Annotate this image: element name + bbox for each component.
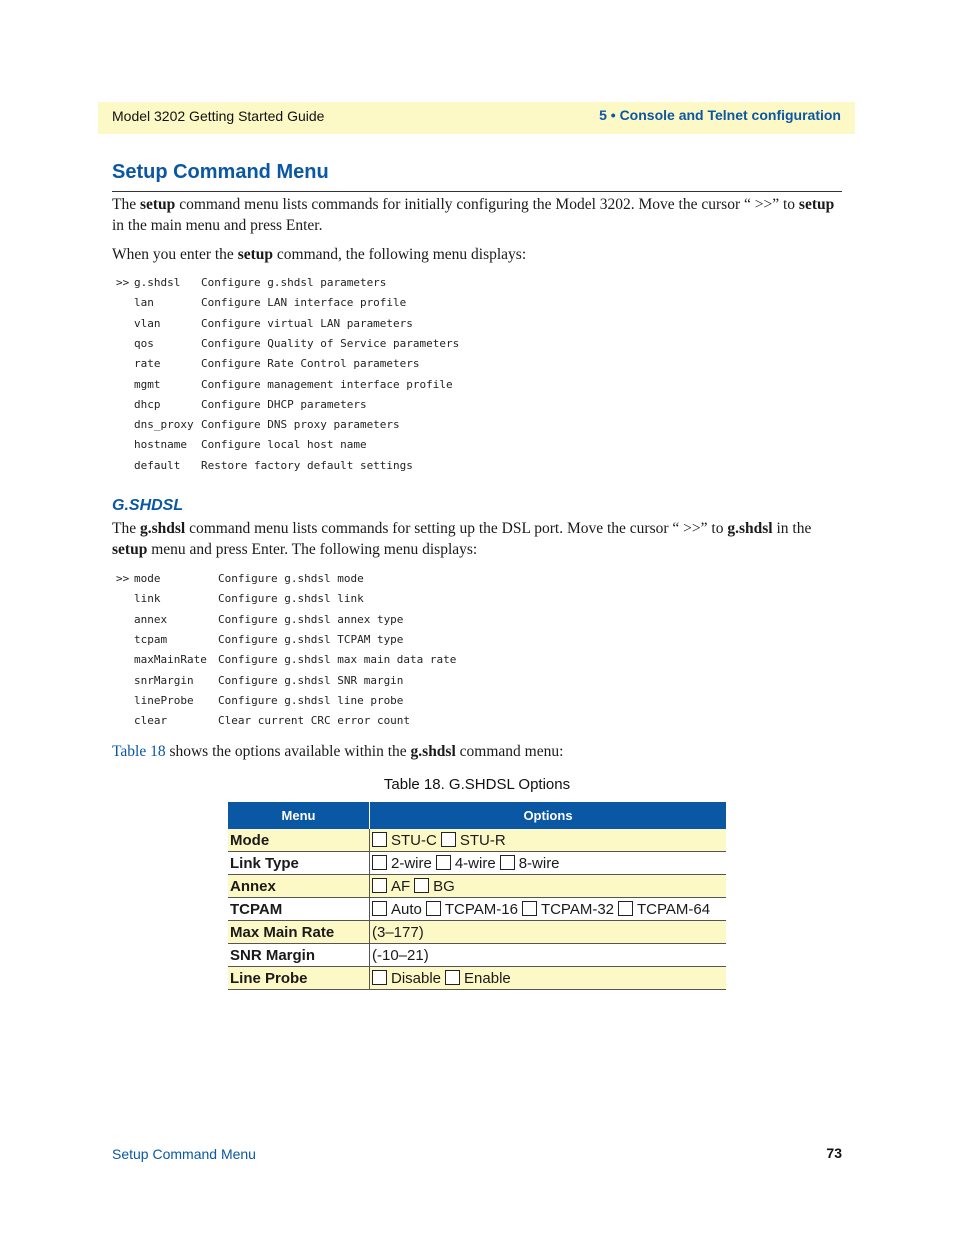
menu-command: clear	[134, 714, 168, 728]
option-label: Auto	[391, 900, 422, 918]
checkbox-icon	[372, 832, 387, 847]
menu-description: Configure management interface profile	[201, 377, 453, 391]
text-run: command, the following menu displays:	[273, 246, 527, 263]
intro-paragraph	[112, 194, 842, 236]
option-label: Disable	[391, 969, 442, 987]
text-run: in the	[772, 520, 812, 537]
bold-term: g.shdsl	[727, 520, 773, 537]
menu-description: Configure DNS proxy parameters	[201, 418, 400, 432]
table-18-link[interactable]: Table 18	[112, 743, 166, 760]
menu-description: Clear current CRC error count	[218, 714, 411, 728]
checkbox-icon	[618, 901, 633, 916]
section-title: Setup Command Menu	[112, 161, 329, 183]
menu-line	[116, 418, 716, 432]
text-run: menu and press Enter. The following menu displays:	[147, 541, 478, 558]
option-label: Enable	[464, 969, 511, 987]
table-row	[228, 852, 726, 875]
page-number: 73	[826, 1145, 842, 1161]
menu-command: rate	[134, 357, 161, 371]
menu-description: Configure g.shdsl TCPAM type	[218, 632, 404, 646]
table-row	[228, 944, 726, 967]
ref-bold: g.shdsl	[410, 743, 456, 760]
options-cell	[370, 921, 727, 944]
checkbox-icon	[372, 970, 387, 985]
cursor-prompt: >>	[116, 572, 130, 585]
menu-line	[116, 459, 716, 473]
menu-line	[116, 694, 716, 708]
text-run: When you enter the	[112, 246, 238, 263]
menu-command: mgmt	[134, 377, 161, 391]
menu-line	[116, 337, 716, 351]
menu-line	[116, 296, 716, 310]
text-run: The	[112, 196, 140, 213]
header-options: Options	[370, 802, 727, 829]
text-run: command menu lists commands for initially configuring the Model 3202. Move the cursor “ >>” to	[175, 196, 799, 213]
menu-description: Configure g.shdsl parameters	[201, 276, 387, 289]
table-row	[228, 875, 726, 898]
menu-command: vlan	[134, 316, 161, 330]
options-cell	[370, 852, 727, 875]
checkbox-icon	[372, 901, 387, 916]
checkbox-icon	[445, 970, 460, 985]
menu-line	[116, 592, 716, 606]
bold-term: setup	[112, 541, 148, 558]
menu-description: Configure g.shdsl line probe	[218, 693, 404, 707]
checkbox-icon	[426, 901, 441, 916]
menu-description: Configure local host name	[201, 438, 367, 452]
menu-command: tcpam	[134, 632, 168, 646]
gshdsl-intro-paragraph	[112, 518, 842, 560]
menu-cell: Mode	[228, 829, 370, 852]
option-label: 4-wire	[454, 854, 496, 872]
bold-term: setup	[798, 196, 835, 213]
checkbox-icon	[414, 878, 429, 893]
options-cell	[370, 944, 727, 967]
menu-command: hostname	[134, 438, 187, 452]
option-label: STU-R	[459, 831, 506, 849]
text-run: command menu lists commands for setting up the DSL port. Move the cursor “ >>” to	[185, 520, 728, 537]
menu-line	[116, 714, 716, 728]
menu-command: default	[134, 458, 181, 472]
menu-description: Configure DHCP parameters	[201, 397, 367, 411]
menu-description: Configure g.shdsl annex type	[218, 612, 404, 626]
checkbox-icon	[522, 901, 537, 916]
chapter-title: 5 • Console and Telnet configuration	[599, 107, 841, 123]
menu-line	[116, 357, 716, 371]
menu-line	[116, 276, 716, 290]
menu-description: Configure g.shdsl SNR margin	[218, 673, 404, 687]
ref-text: shows the options available within the	[165, 743, 411, 760]
checkbox-icon	[500, 855, 515, 870]
menu-command: dns_proxy	[134, 418, 194, 432]
option-label: STU-C	[391, 831, 437, 849]
menu-line	[116, 572, 716, 586]
header-menu: Menu	[228, 802, 370, 829]
menu-description: Restore factory default settings	[201, 458, 413, 472]
menu-cell: SNR Margin	[228, 944, 370, 967]
options-cell	[370, 875, 727, 898]
menu-line	[116, 317, 716, 331]
menu-command: mode	[134, 572, 161, 585]
menu-command: annex	[134, 612, 168, 626]
menu-line	[116, 438, 716, 452]
menu-line	[116, 613, 716, 627]
option-label: 2-wire	[391, 854, 432, 872]
bold-term: g.shdsl	[139, 520, 186, 537]
menu-description: Configure g.shdsl mode	[218, 572, 364, 585]
menu-description: Configure virtual LAN parameters	[201, 316, 413, 330]
option-label: (-10–21)	[372, 946, 429, 964]
table-reference-paragraph	[112, 741, 842, 762]
option-label: 8-wire	[518, 854, 560, 872]
menu-command: lineProbe	[134, 693, 194, 707]
menu-description: Configure Rate Control parameters	[201, 357, 420, 371]
table-row	[228, 829, 726, 852]
menu-command: snrMargin	[134, 673, 194, 687]
text-run: in the main menu and press Enter.	[112, 217, 323, 234]
menu-cell: Line Probe	[228, 967, 370, 990]
checkbox-icon	[372, 855, 387, 870]
table-row	[228, 967, 726, 990]
table-row	[228, 921, 726, 944]
option-label: TCPAM-16	[444, 900, 518, 918]
options-cell	[370, 898, 727, 921]
menu-line	[116, 398, 716, 412]
text-run: The	[112, 520, 140, 537]
bold-term: setup	[139, 196, 176, 213]
menu-command: dhcp	[134, 397, 161, 411]
cursor-prompt: >>	[116, 276, 130, 289]
table-caption: Table 18. G.SHDSL Options	[383, 776, 571, 793]
menu-cell: Annex	[228, 875, 370, 898]
menu-line	[116, 633, 716, 647]
subsection-title: G.SHDSL	[112, 497, 184, 514]
table-header-row	[228, 802, 726, 829]
options-cell	[370, 967, 727, 990]
ref-text-end: command menu:	[455, 743, 564, 760]
guide-title: Model 3202 Getting Started Guide	[112, 108, 325, 124]
menu-line	[116, 674, 716, 688]
running-header	[98, 102, 855, 134]
checkbox-icon	[441, 832, 456, 847]
option-label: BG	[433, 877, 455, 895]
checkbox-icon	[372, 878, 387, 893]
option-label: AF	[391, 877, 411, 895]
menu-line	[116, 378, 716, 392]
options-table	[228, 802, 726, 990]
option-label: (3–177)	[372, 923, 424, 941]
options-cell	[370, 829, 727, 852]
option-label: TCPAM-64	[637, 900, 711, 918]
bold-term: setup	[237, 246, 274, 263]
option-label: TCPAM-32	[540, 900, 615, 918]
menu-description: Configure LAN interface profile	[201, 296, 407, 310]
menu-cell: Max Main Rate	[228, 921, 370, 944]
menu-description: Configure g.shdsl link	[218, 592, 364, 606]
menu-command: link	[134, 592, 161, 606]
menu-description: Configure Quality of Service parameters	[201, 336, 460, 350]
menu-command: g.shdsl	[134, 276, 181, 289]
menu-cell: TCPAM	[228, 898, 370, 921]
title-rule	[112, 191, 842, 192]
menu-description: Configure g.shdsl max main data rate	[218, 653, 457, 667]
checkbox-icon	[436, 855, 451, 870]
table-row	[228, 898, 726, 921]
when-enter-paragraph	[112, 244, 842, 265]
menu-command: lan	[134, 296, 154, 310]
menu-cell: Link Type	[228, 852, 370, 875]
menu-command: maxMainRate	[134, 653, 207, 667]
menu-command: qos	[134, 336, 154, 350]
menu-line	[116, 653, 716, 667]
footer-section: Setup Command Menu	[112, 1146, 256, 1162]
